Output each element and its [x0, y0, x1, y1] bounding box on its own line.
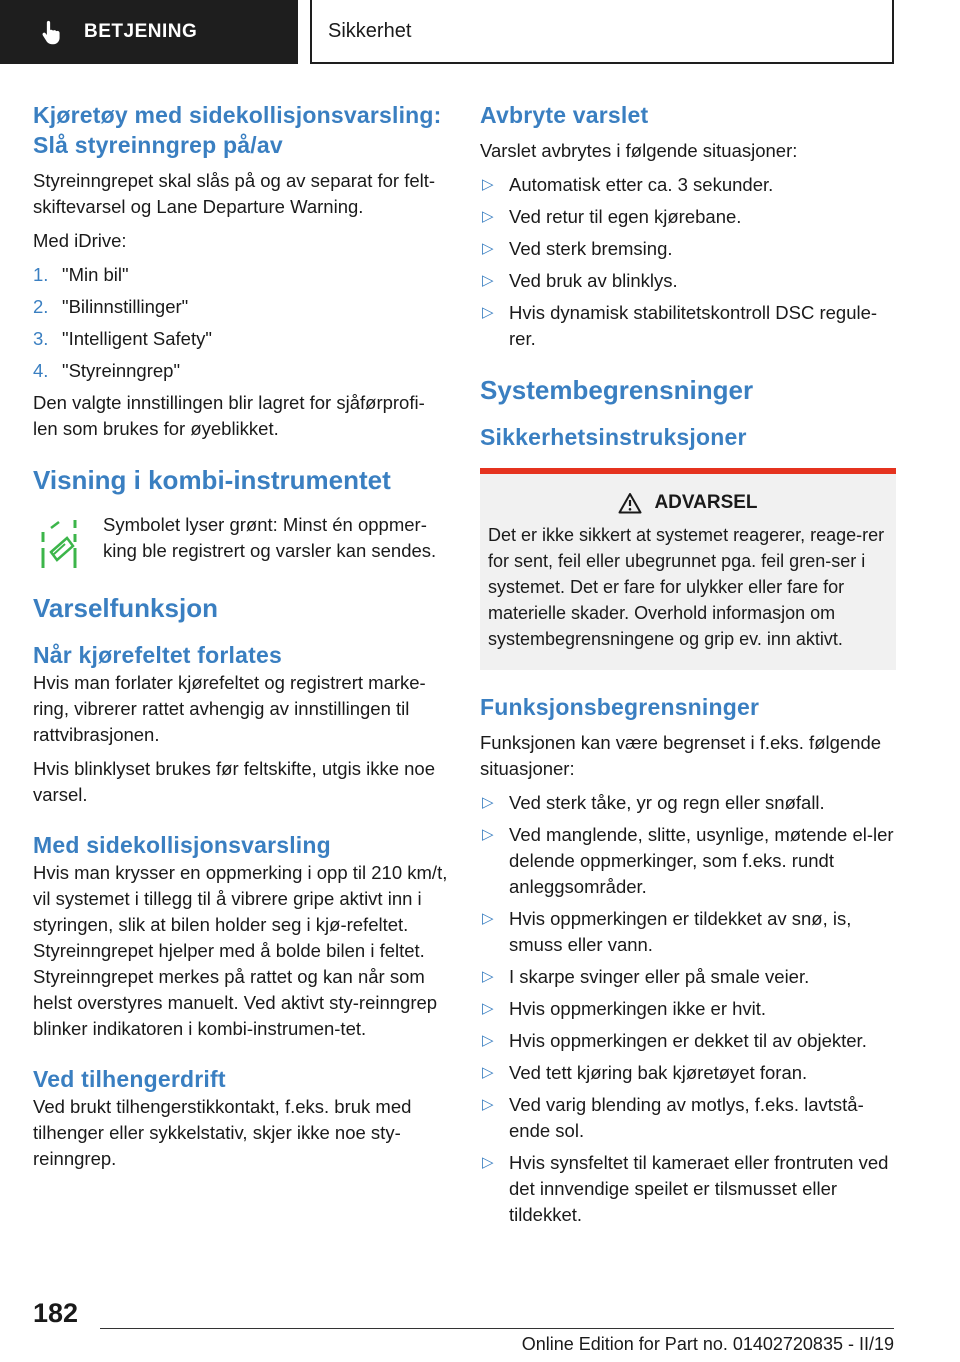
step-text: "Min bil" [62, 264, 129, 285]
heading-cancel-warning: Avbryte varslet [480, 102, 649, 128]
section-label: BETJENING [84, 21, 198, 42]
bullet-triangle-icon: ▷ [482, 272, 494, 289]
heading-function-limits: Funksjonsbegrensninger [480, 694, 760, 720]
bullet-triangle-icon: ▷ [482, 240, 494, 257]
left-column [33, 100, 449, 1172]
bullet-triangle-icon: ▷ [482, 1064, 494, 1081]
header-chapter [310, 0, 894, 64]
bullet-triangle-icon: ▷ [482, 826, 494, 843]
list-item-text: Hvis oppmerkingen er tildekket av snø, is, smuss eller vann. [509, 908, 852, 955]
list-item [480, 964, 896, 990]
paragraph-symbol: Symbolet lyser grønt: Minst én oppmer-king ble registrert og varsler kan sendes. [103, 514, 437, 561]
list-item-text: Ved sterk tåke, yr og regn eller snøfall. [509, 792, 825, 813]
step-text: "Styreinngrep" [62, 360, 181, 381]
list-item [33, 294, 449, 320]
list-item [480, 996, 896, 1022]
list-item [480, 204, 896, 230]
hand-pointer-icon [38, 18, 66, 46]
heading-leaving-lane: Når kjørefeltet forlates [33, 642, 282, 668]
paragraph-saved: Den valgte innstillingen blir lagret for sjåførprofi-len som brukes for øyeblikket. [33, 392, 425, 439]
list-item [33, 358, 449, 384]
right-column [480, 100, 896, 1234]
step-text: "Intelligent Safety" [62, 328, 212, 349]
bullet-triangle-icon: ▷ [482, 1032, 494, 1049]
heading-side-collision: Med sidekollisjonsvarsling [33, 832, 331, 858]
paragraph-leaving-2: Hvis blinklyset brukes før feltskifte, utgis ikke noe varsel. [33, 758, 436, 805]
step-number: 3. [33, 328, 49, 349]
list-item-text: Ved retur til egen kjørebane. [509, 206, 742, 227]
warning-title [488, 492, 888, 514]
list-item [480, 1028, 896, 1054]
bullet-triangle-icon: ▷ [482, 794, 494, 811]
bullet-triangle-icon: ▷ [482, 1154, 494, 1171]
bullet-triangle-icon: ▷ [482, 304, 494, 321]
bullet-triangle-icon: ▷ [482, 176, 494, 193]
list-item-text: Ved bruk av blinklys. [509, 270, 678, 291]
list-item [480, 790, 896, 816]
heading-warning-function: Varselfunksjon [33, 593, 218, 623]
bullet-triangle-icon: ▷ [482, 910, 494, 927]
list-item-text: Ved manglende, slitte, usynlige, møtende el-ler delende oppmerkinger, som f.eks. rundt anleggsområder. [509, 824, 894, 897]
limits-list [480, 790, 896, 1228]
cancel-list [480, 172, 896, 352]
list-item [480, 236, 896, 262]
bullet-triangle-icon: ▷ [482, 208, 494, 225]
chapter-label: Sikkerhet [328, 19, 412, 42]
list-item-text: Hvis synsfeltet til kameraet eller frontruten ved det innvendige speilet er tilsmusset eller tildekket. [509, 1152, 889, 1225]
list-item-text: Ved varig blending av motlys, f.eks. lavtstå-ende sol. [509, 1094, 864, 1141]
list-item [33, 262, 449, 288]
bullet-triangle-icon: ▷ [482, 1096, 494, 1113]
warning-label: ADVARSEL [654, 492, 758, 513]
warning-text: Det er ikke sikkert at systemet reagerer, reage-rer for sent, feil eller ubegrunnet pga. feil gren-ser i systemet. Det er fare for ulykker eller fare for materielle skader. Overhold informasjon om systembegrensningene og grip ev. inn aktivt. [488, 525, 885, 649]
list-item-text: Hvis oppmerkingen er dekket til av objekter. [509, 1030, 867, 1051]
paragraph-trailer: Ved brukt tilhengerstikkontakt, f.eks. bruk med tilhenger eller sykkelstativ, skjer ikke noe sty-reinngrep. [33, 1096, 412, 1169]
page-number: 182 [33, 1298, 79, 1328]
paragraph-cancel: Varslet avbrytes i følgende situasjoner: [480, 140, 798, 161]
lane-departure-icon [37, 518, 81, 570]
bullet-triangle-icon: ▷ [482, 1000, 494, 1017]
list-item [33, 326, 449, 352]
idrive-steps [33, 262, 449, 384]
heading-display: Visning i kombi-instrumentet [33, 465, 391, 495]
step-number: 1. [33, 264, 49, 285]
step-number: 2. [33, 296, 49, 317]
footer-divider [100, 1328, 894, 1329]
list-item-text: Automatisk etter ca. 3 sekunder. [509, 174, 774, 195]
step-text: "Bilinnstillinger" [62, 296, 189, 317]
list-item-text: I skarpe svinger eller på smale veier. [509, 966, 810, 987]
paragraph-leaving-1: Hvis man forlater kjørefeltet og registrert marke-ring, vibrerer rattet avhengig av innstillingen til rattvibrasjonen. [33, 672, 426, 745]
paragraph-function-limits: Funksjonen kan være begrenset i f.eks. følgende situasjoner: [480, 732, 882, 779]
symbol-row [33, 512, 449, 570]
step-number: 4. [33, 360, 49, 381]
heading-safety-instructions: Sikkerhetsinstruksjoner [480, 424, 747, 450]
list-item [480, 822, 896, 900]
paragraph-side-collision: Hvis man krysser en oppmerking i opp til 210 km/t, vil systemet i tillegg til å vibrere gripe aktivt inn i styringen, slik at bilen holder seg i kjø-refeltet. Styreinngrepet hjelper med å bolde bilen i feltet. Styreinngrepet merkes på rattet og kan når som helst overstyres manuelt. Ved aktivt sty-reinngrep blinker indikatoren i kombi-instrumen-tet. [33, 862, 448, 1039]
list-item [480, 268, 896, 294]
list-item-text: Ved sterk bremsing. [509, 238, 673, 259]
edition-text: Online Edition for Part no. 01402720835 - II/19 [521, 1334, 894, 1354]
header-section-tab [0, 0, 298, 64]
list-item [480, 300, 896, 352]
paragraph-steering: Styreinngrepet skal slås på og av separat for felt-skiftevarsel og Lane Departure Warning. [33, 170, 436, 217]
warning-box [480, 468, 896, 670]
heading-system-limits: Systembegrensninger [480, 375, 754, 405]
list-item [480, 1092, 896, 1144]
heading-steering-intervention: Kjøretøy med sidekollisjonsvarsling: Slå styreinngrep på/av [33, 102, 442, 158]
heading-trailer: Ved tilhengerdrift [33, 1066, 226, 1092]
paragraph-idrive: Med iDrive: [33, 230, 127, 251]
warning-triangle-icon [618, 492, 642, 514]
list-item [480, 172, 896, 198]
list-item-text: Hvis dynamisk stabilitetskontroll DSC regule-rer. [509, 302, 878, 349]
list-item-text: Ved tett kjøring bak kjøretøyet foran. [509, 1062, 808, 1083]
list-item [480, 906, 896, 958]
list-item [480, 1060, 896, 1086]
bullet-triangle-icon: ▷ [482, 968, 494, 985]
list-item [480, 1150, 896, 1228]
list-item-text: Hvis oppmerkingen ikke er hvit. [509, 998, 767, 1019]
